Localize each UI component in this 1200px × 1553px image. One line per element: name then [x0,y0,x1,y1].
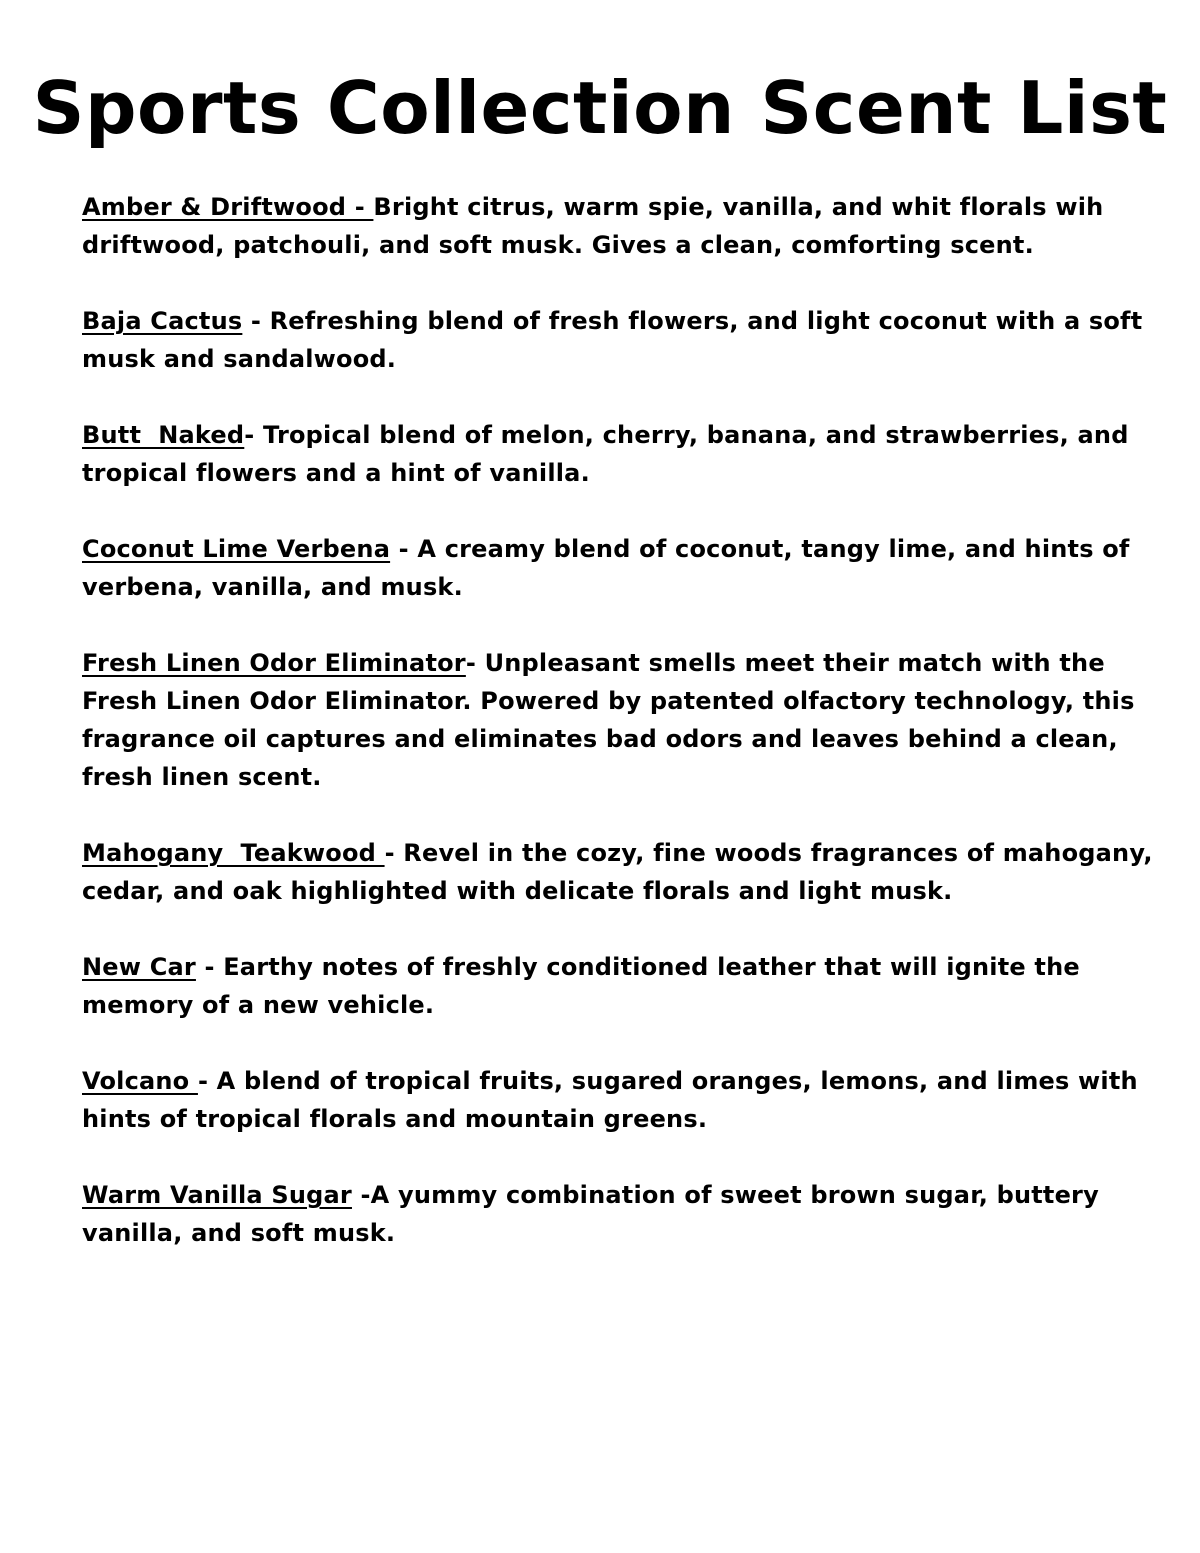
scent-name: Baja Cactus [82,307,243,335]
page-title: Sports Collection Scent List [32,66,1168,150]
scent-name: Warm Vanilla Sugar [82,1181,352,1209]
scent-entry-amber-driftwood [82,188,1167,264]
scent-name: Coconut Lime Verbena [82,535,391,563]
scent-entry-baja-cactus [82,302,1167,378]
scent-entry-new-car [82,948,1167,1024]
scent-list [82,188,1167,1290]
scent-description: Bright citrus, warm spie, vanilla, and whit florals wih driftwood, patchouli, and soft musk. Gives a clean, comforting scent. [82,193,1112,259]
scent-description: - Revel in the cozy, fine woods fragrances of mahogany, cedar, and oak highlighted with delicate florals and light musk. [82,839,1162,905]
scent-description: - Unpleasant smells meet their match with the Fresh Linen Odor Eliminator. Powered by patented olfactory technology, this fragrance oil captures and eliminates bad odors and leaves behind a clean, fresh linen scent. [82,649,1144,791]
scent-name: Mahogany Teakwood [82,839,385,867]
scent-description: - A blend of tropical fruits, sugared oranges, lemons, and limes with hints of tropical florals and mountain greens. [82,1067,1147,1133]
scent-description: - Tropical blend of melon, cherry, banana, and strawberries, and tropical flowers and a hint of vanilla. [82,421,1138,487]
scent-description: - Refreshing blend of fresh flowers, and light coconut with a soft musk and sandalwood. [82,307,1151,373]
scent-entry-fresh-linen-odor-eliminator [82,644,1167,796]
scent-description: - A creamy blend of coconut, tangy lime, and hints of verbena, vanilla, and musk. [82,535,1139,601]
scent-description: -A yummy combination of sweet brown sugar, buttery vanilla, and soft musk. [82,1181,1108,1247]
scent-description: - Earthy notes of freshly conditioned leather that will ignite the memory of a new vehicle. [82,953,1089,1019]
scent-name: Amber & Driftwood - [82,193,374,221]
scent-name: Volcano [82,1067,198,1095]
scent-entry-mahogany-teakwood [82,834,1167,910]
scent-name: Butt Naked [82,421,245,449]
scent-name: Fresh Linen Odor Eliminator [82,649,466,677]
scent-entry-warm-vanilla-sugar [82,1176,1167,1252]
scent-entry-coconut-lime-verbena [82,530,1167,606]
scent-entry-volcano [82,1062,1167,1138]
scent-entry-butt-naked [82,416,1167,492]
scent-name: New Car [82,953,196,981]
